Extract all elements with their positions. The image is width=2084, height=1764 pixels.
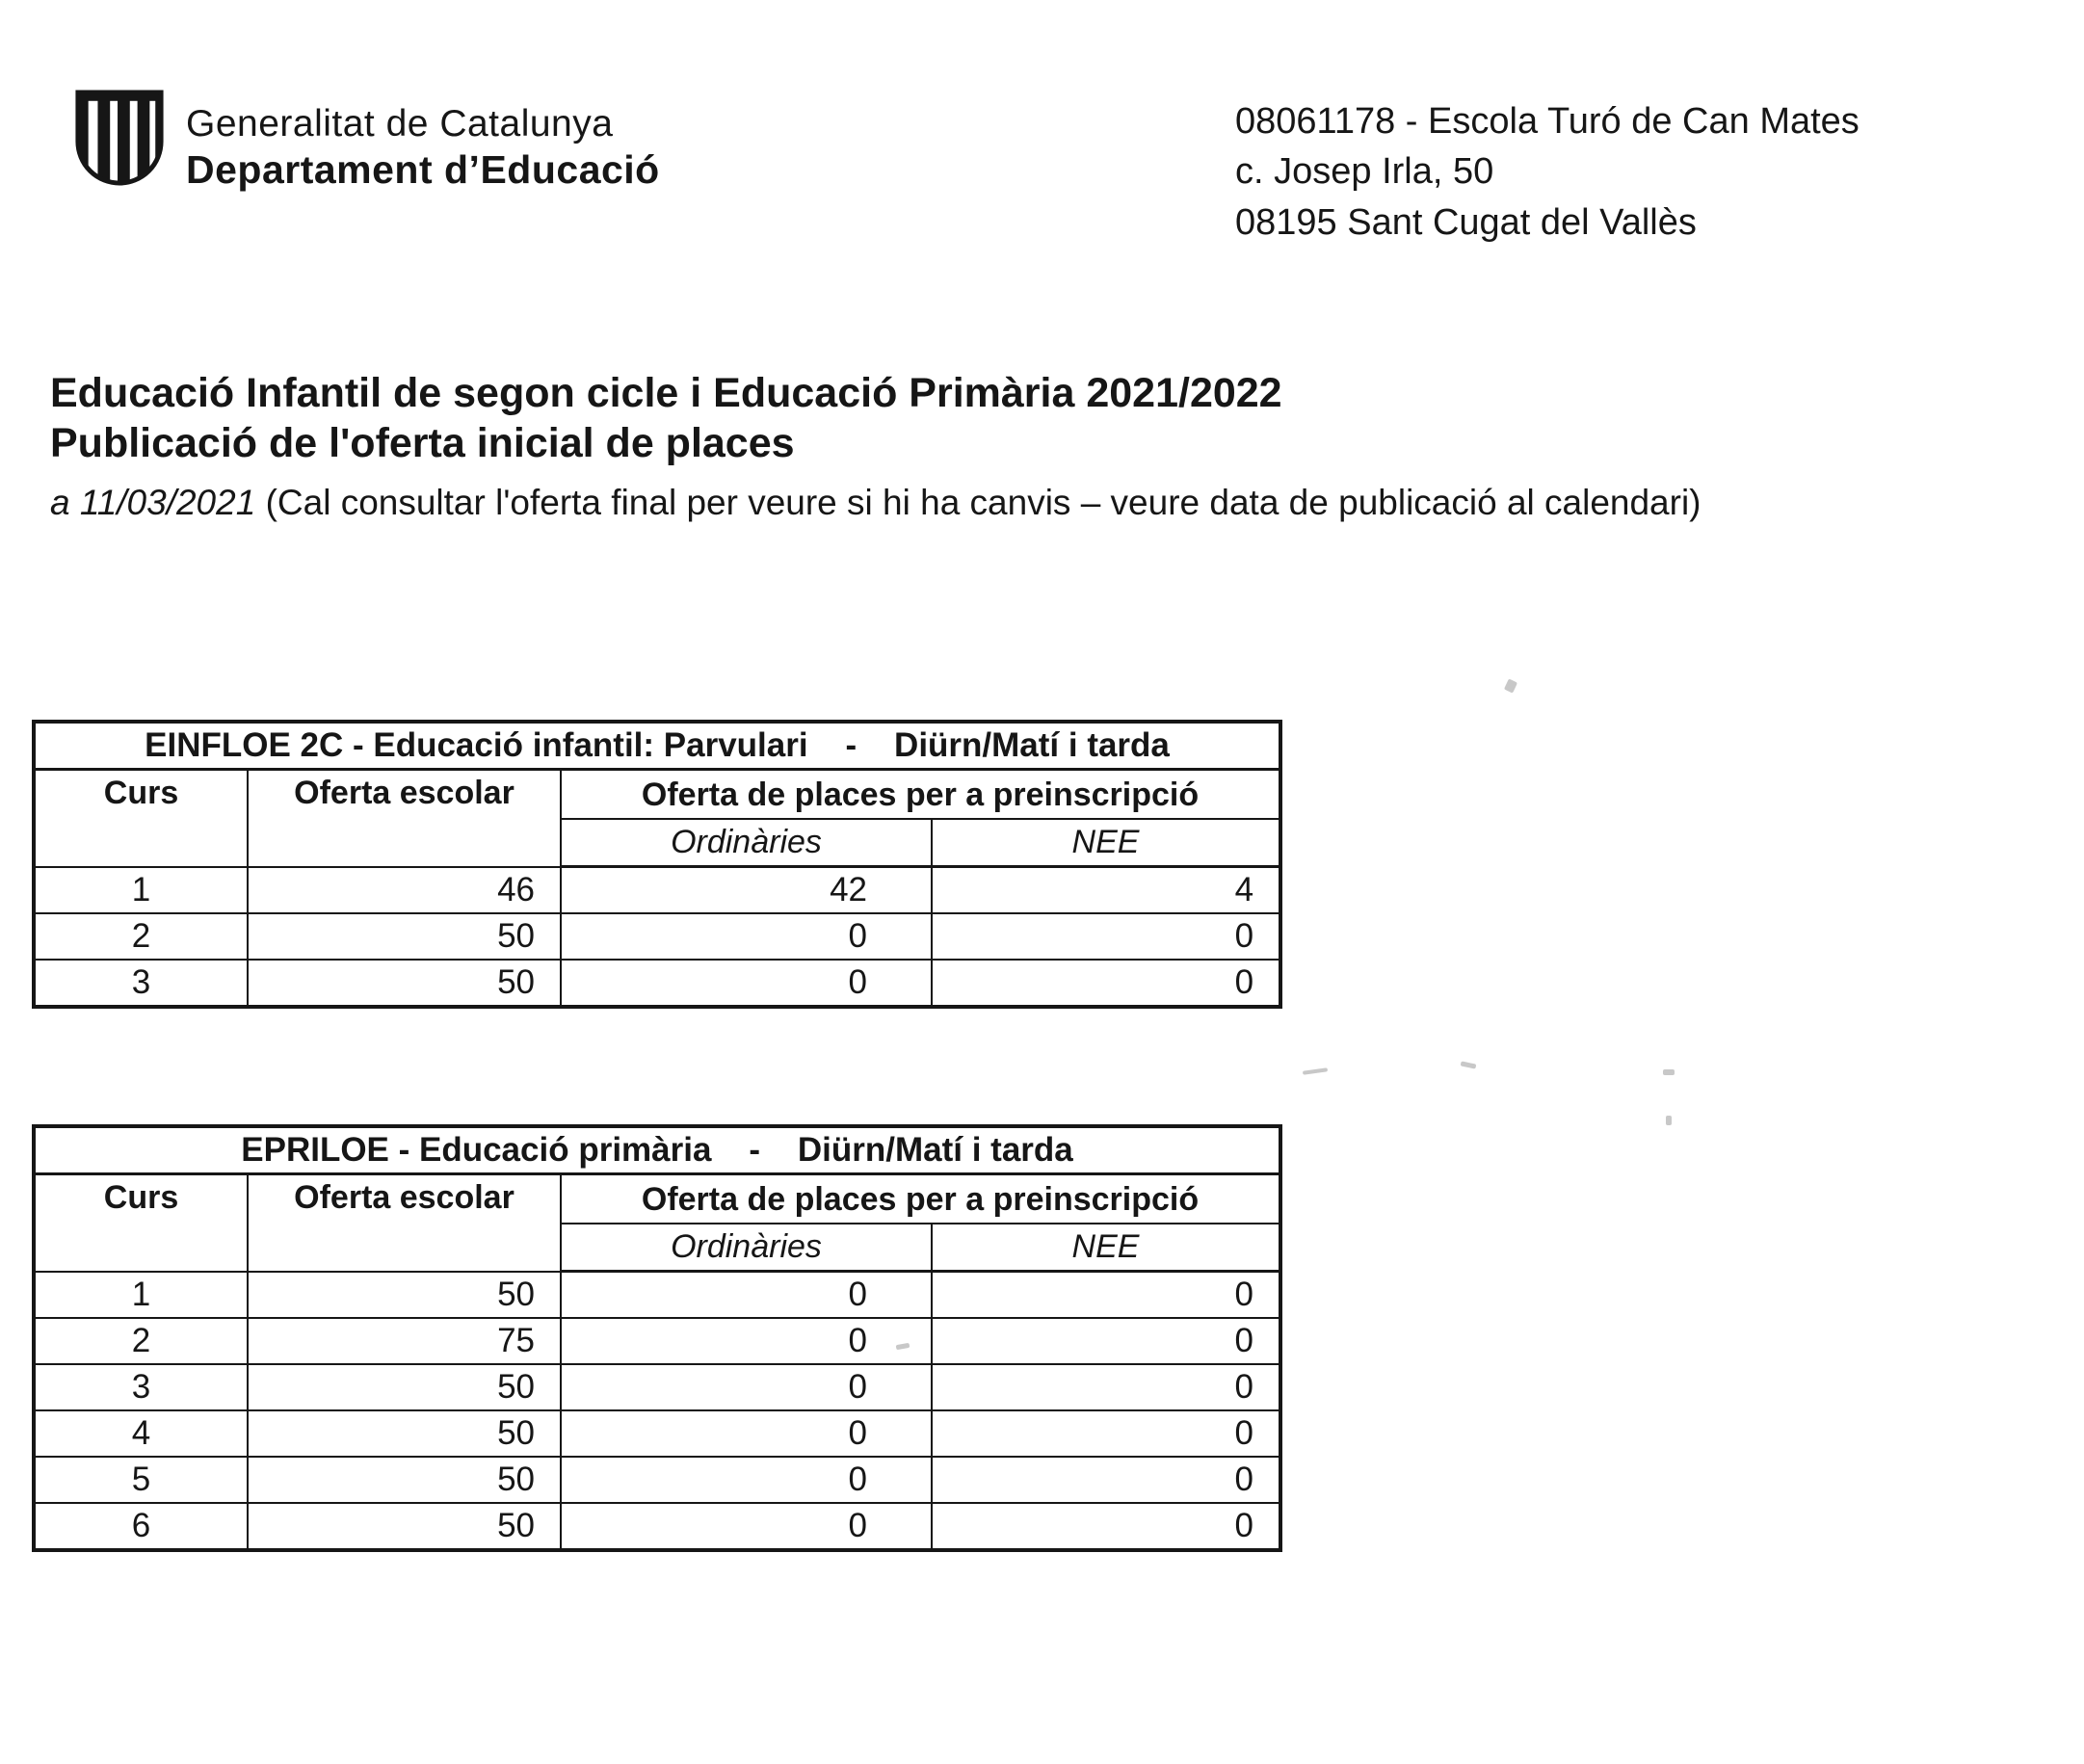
- oferta-cell: 50: [248, 1272, 561, 1319]
- ordinaries-cell: 0: [561, 913, 932, 960]
- curs-cell: 2: [34, 913, 248, 960]
- scan-artifact: [1461, 1061, 1477, 1068]
- school-street: c. Josep Irla, 50: [1235, 151, 1494, 193]
- oferta-cell: 50: [248, 960, 561, 1007]
- curs-cell: 3: [34, 1364, 248, 1410]
- table-row: [34, 1457, 1280, 1503]
- curs-cell: 4: [34, 1410, 248, 1457]
- nee-cell: 0: [932, 1410, 1280, 1457]
- nee-cell: 0: [932, 1318, 1280, 1364]
- scan-artifact: [1666, 1116, 1672, 1125]
- page-subtitle: Publicació de l'oferta inicial de places: [50, 420, 795, 467]
- col-header-places: Oferta de places per a preinscripció: [561, 770, 1280, 820]
- scan-artifact: [1663, 1069, 1675, 1075]
- nee-cell: 0: [932, 960, 1280, 1007]
- table-title-row: [34, 722, 1280, 770]
- nee-cell: 0: [932, 1457, 1280, 1503]
- org-name-line2: Departament d’Educació: [186, 147, 660, 193]
- col-header-oferta: Oferta escolar: [248, 1174, 561, 1272]
- ordinaries-cell: 0: [561, 960, 932, 1007]
- nee-cell: 0: [932, 1503, 1280, 1550]
- ordinaries-cell: 0: [561, 1457, 932, 1503]
- page-title: Educació Infantil de segon cicle i Educació Primària 2021/2022: [50, 370, 1282, 416]
- scan-artifact: [1303, 1067, 1328, 1075]
- publication-note-text: (Cal consultar l'oferta final per veure si hi ha canvis – veure data de publicació al calendari): [265, 482, 1701, 522]
- col-header-ordinaries: Ordinàries: [561, 819, 932, 867]
- table-row: [34, 1410, 1280, 1457]
- curs-cell: 6: [34, 1503, 248, 1550]
- col-header-nee: NEE: [932, 819, 1280, 867]
- document-title-block: [50, 368, 1701, 524]
- publication-date: a 11/03/2021: [50, 482, 266, 522]
- col-header-oferta: Oferta escolar: [248, 770, 561, 867]
- table-row: [34, 1503, 1280, 1550]
- ordinaries-cell: 0: [561, 1503, 932, 1550]
- ordinaries-cell: 0: [561, 1364, 932, 1410]
- ordinaries-cell: 0: [561, 1318, 932, 1364]
- scan-artifact: [1504, 678, 1517, 693]
- col-header-curs: Curs: [34, 1174, 248, 1272]
- table-row: [34, 1318, 1280, 1364]
- generalitat-shield-icon: [72, 89, 167, 187]
- table-infantil: [32, 720, 1282, 1009]
- table-row: [34, 960, 1280, 1007]
- col-header-nee: NEE: [932, 1224, 1280, 1272]
- oferta-cell: 50: [248, 1364, 561, 1410]
- col-header-places: Oferta de places per a preinscripció: [561, 1174, 1280, 1224]
- nee-cell: 0: [932, 1272, 1280, 1319]
- col-header-ordinaries: Ordinàries: [561, 1224, 932, 1272]
- oferta-cell: 50: [248, 913, 561, 960]
- oferta-cell: 46: [248, 867, 561, 914]
- nee-cell: 4: [932, 867, 1280, 914]
- curs-cell: 5: [34, 1457, 248, 1503]
- table-row: [34, 1272, 1280, 1319]
- ordinaries-cell: 0: [561, 1410, 932, 1457]
- ordinaries-cell: 0: [561, 1272, 932, 1319]
- org-name: [186, 89, 660, 193]
- ordinaries-cell: 42: [561, 867, 932, 914]
- col-header-curs: Curs: [34, 770, 248, 867]
- table-title: EINFLOE 2C - Educació infantil: Parvulari - Diürn/Matí i tarda: [34, 722, 1280, 770]
- curs-cell: 1: [34, 867, 248, 914]
- table-title: EPRILOE - Educació primària - Diürn/Matí i tarda: [34, 1126, 1280, 1174]
- publication-note: [50, 481, 1701, 524]
- school-city: 08195 Sant Cugat del Vallès: [1235, 201, 1697, 243]
- nee-cell: 0: [932, 913, 1280, 960]
- school-code-name: 08061178 - Escola Turó de Can Mates: [1235, 101, 1860, 142]
- org-name-line1: Generalitat de Catalunya: [186, 103, 614, 145]
- oferta-cell: 50: [248, 1503, 561, 1550]
- oferta-cell: 50: [248, 1457, 561, 1503]
- table-primaria: [32, 1124, 1282, 1552]
- oferta-cell: 50: [248, 1410, 561, 1457]
- oferta-cell: 75: [248, 1318, 561, 1364]
- curs-cell: 3: [34, 960, 248, 1007]
- table-row: [34, 867, 1280, 914]
- curs-cell: 1: [34, 1272, 248, 1319]
- org-header: [72, 89, 660, 193]
- table-row: [34, 913, 1280, 960]
- nee-cell: 0: [932, 1364, 1280, 1410]
- school-address: [1235, 96, 1860, 248]
- table-row: [34, 1364, 1280, 1410]
- curs-cell: 2: [34, 1318, 248, 1364]
- table-header-row: [34, 770, 1280, 820]
- table-header-row: [34, 1174, 1280, 1224]
- table-title-row: [34, 1126, 1280, 1174]
